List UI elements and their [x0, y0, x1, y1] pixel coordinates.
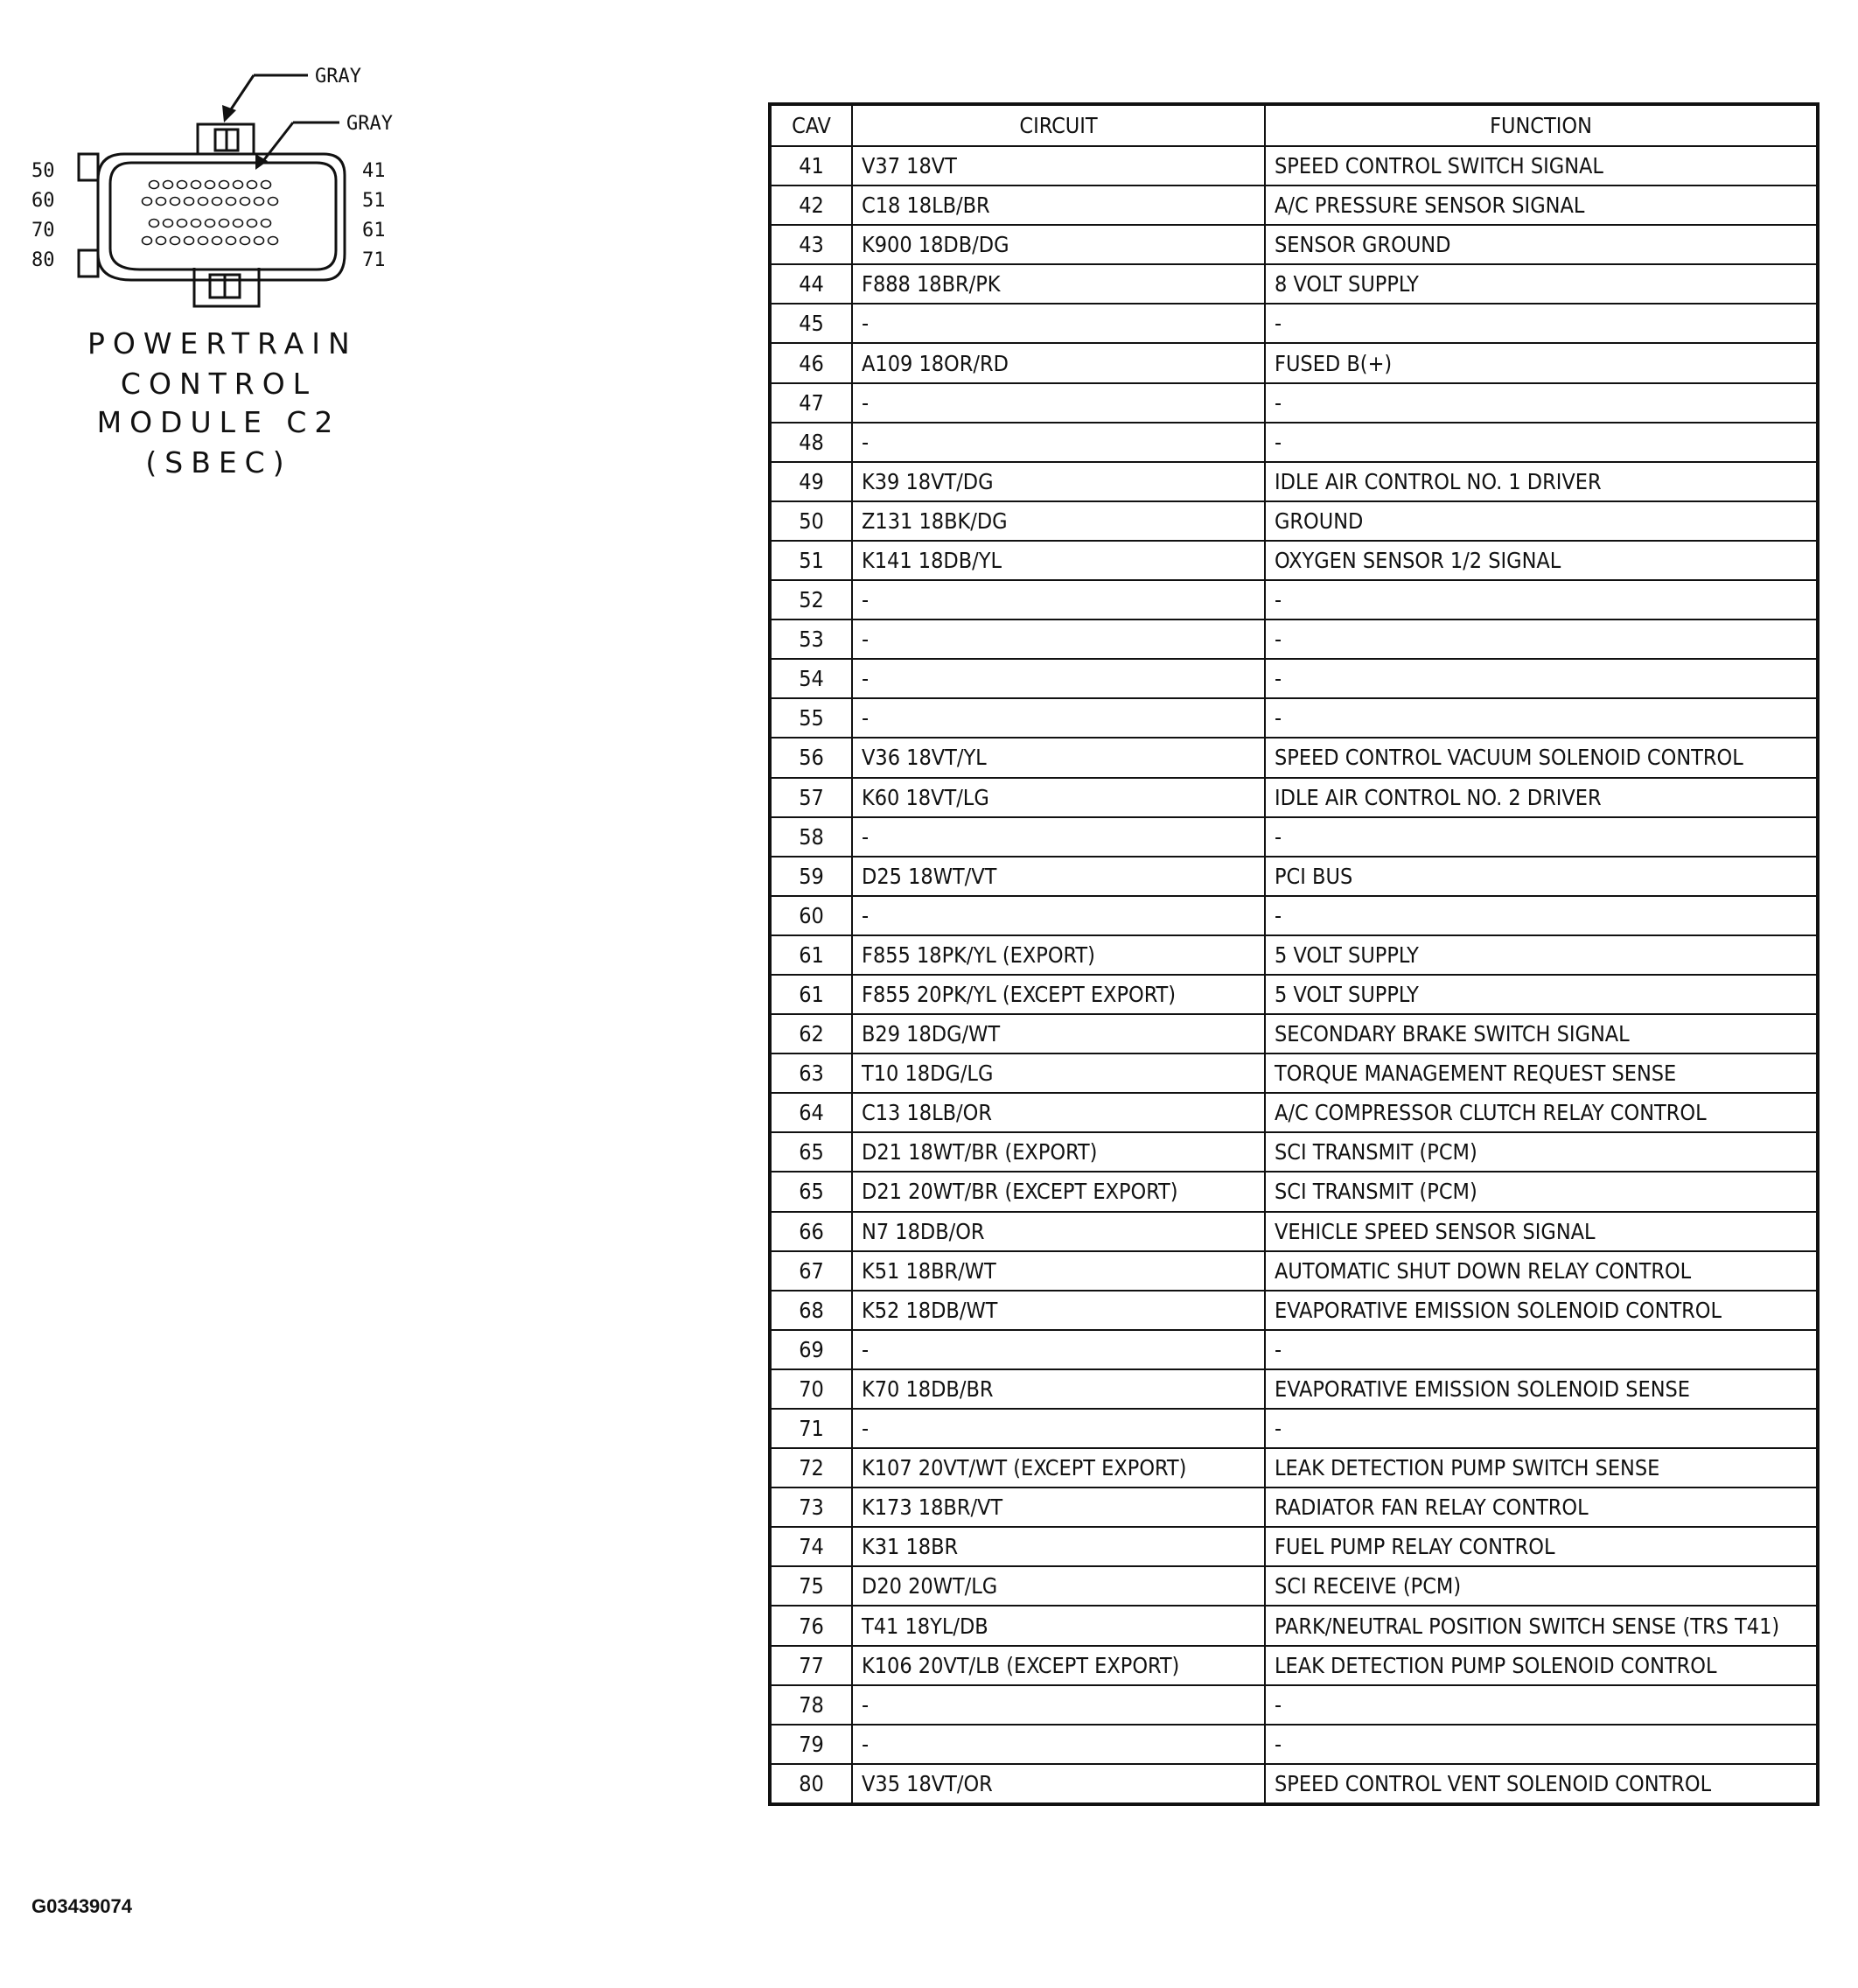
function-cell: - — [1265, 1409, 1818, 1448]
table-row — [770, 1527, 1818, 1566]
circuit-cell: - — [852, 817, 1265, 857]
cav-cell: 76 — [770, 1606, 852, 1645]
table-row — [770, 501, 1818, 541]
circuit-cell: - — [852, 1725, 1265, 1764]
table-row — [770, 935, 1818, 975]
cav-cell: 47 — [770, 383, 852, 423]
function-cell: - — [1265, 659, 1818, 698]
circuit-cell: V37 18VT — [852, 146, 1265, 186]
pin-cavity — [213, 198, 222, 206]
cav-cell: 68 — [770, 1291, 852, 1330]
pin-cavity — [199, 198, 208, 206]
cav-cell: 80 — [770, 1764, 852, 1804]
pin-cavity — [164, 220, 173, 228]
pin-cavity — [143, 198, 152, 206]
pin-cavity — [150, 181, 159, 189]
function-cell: A/C PRESSURE SENSOR SIGNAL — [1265, 186, 1818, 225]
pin-cavity — [220, 220, 229, 228]
cav-cell: 57 — [770, 778, 852, 817]
table-row — [770, 1251, 1818, 1291]
circuit-cell: K141 18DB/YL — [852, 541, 1265, 580]
cav-cell: 60 — [770, 896, 852, 935]
circuit-cell: K107 20VT/WT (EXCEPT EXPORT) — [852, 1448, 1265, 1488]
cav-cell: 56 — [770, 738, 852, 777]
function-cell: SCI TRANSMIT (PCM) — [1265, 1132, 1818, 1172]
pin-cavity — [241, 237, 250, 245]
connector-pin-cavities — [143, 181, 278, 245]
cav-cell: 42 — [770, 186, 852, 225]
pin-label-41: 41 — [362, 160, 386, 182]
header-circuit: CIRCUIT — [852, 104, 1265, 146]
pin-cavity — [262, 220, 271, 228]
table-row — [770, 698, 1818, 738]
function-cell: - — [1265, 817, 1818, 857]
table-row — [770, 1014, 1818, 1054]
cav-cell: 50 — [770, 501, 852, 541]
pin-cavity — [241, 198, 250, 206]
function-cell: LEAK DETECTION PUMP SWITCH SENSE — [1265, 1448, 1818, 1488]
table-row — [770, 225, 1818, 264]
circuit-cell: F855 18PK/YL (EXPORT) — [852, 935, 1265, 975]
pin-cavity — [157, 237, 166, 245]
cav-cell: 63 — [770, 1054, 852, 1093]
function-cell: 5 VOLT SUPPLY — [1265, 935, 1818, 975]
function-cell: PCI BUS — [1265, 857, 1818, 896]
function-cell: - — [1265, 896, 1818, 935]
function-cell: TORQUE MANAGEMENT REQUEST SENSE — [1265, 1054, 1818, 1093]
pin-cavity — [206, 181, 215, 189]
cav-cell: 73 — [770, 1488, 852, 1527]
pin-cavity — [255, 198, 264, 206]
table-row — [770, 146, 1818, 186]
circuit-cell: F888 18BR/PK — [852, 264, 1265, 304]
circuit-cell: - — [852, 1409, 1265, 1448]
connector-left-tab-bottom — [79, 250, 98, 276]
table-row — [770, 1646, 1818, 1685]
wire-color-label-1: GRAY — [315, 66, 361, 88]
table-row — [770, 1566, 1818, 1606]
function-cell: VEHICLE SPEED SENSOR SIGNAL — [1265, 1212, 1818, 1251]
module-title-line-1: POWERTRAIN — [87, 326, 358, 360]
connector-diagram — [0, 0, 455, 332]
pin-cavity — [269, 198, 278, 206]
connector-left-tab-top — [79, 154, 98, 180]
table-row — [770, 304, 1818, 343]
pin-cavity — [234, 181, 243, 189]
table-row — [770, 659, 1818, 698]
pin-cavity — [171, 237, 180, 245]
table-row — [770, 1291, 1818, 1330]
function-cell: 5 VOLT SUPPLY — [1265, 975, 1818, 1014]
table-row — [770, 1448, 1818, 1488]
pin-label-51: 51 — [362, 190, 386, 212]
function-cell: - — [1265, 1685, 1818, 1725]
pin-cavity — [192, 220, 201, 228]
circuit-cell: - — [852, 304, 1265, 343]
table-row — [770, 975, 1818, 1014]
table-row — [770, 186, 1818, 225]
pin-label-70: 70 — [31, 220, 55, 242]
function-cell: SCI RECEIVE (PCM) — [1265, 1566, 1818, 1606]
cav-cell: 65 — [770, 1172, 852, 1211]
pin-cavity — [150, 220, 159, 228]
pin-cavity — [248, 181, 257, 189]
circuit-cell: C18 18LB/BR — [852, 186, 1265, 225]
circuit-cell: D25 18WT/VT — [852, 857, 1265, 896]
function-cell: IDLE AIR CONTROL NO. 2 DRIVER — [1265, 778, 1818, 817]
pin-label-61: 61 — [362, 220, 386, 242]
circuit-cell: - — [852, 698, 1265, 738]
module-title-line-3: MODULE C2 — [96, 405, 341, 439]
pin-cavity — [185, 237, 194, 245]
cav-cell: 61 — [770, 975, 852, 1014]
table-row — [770, 541, 1818, 580]
module-title-line-2: CONTROL — [120, 367, 318, 401]
circuit-cell: T10 18DG/LG — [852, 1054, 1265, 1093]
table-header-row — [770, 104, 1818, 146]
table-row — [770, 1764, 1818, 1804]
cav-cell: 72 — [770, 1448, 852, 1488]
circuit-cell: - — [852, 659, 1265, 698]
table-row — [770, 857, 1818, 896]
function-cell: GROUND — [1265, 501, 1818, 541]
function-cell: - — [1265, 698, 1818, 738]
table-row — [770, 1725, 1818, 1764]
pin-cavity — [255, 237, 264, 245]
circuit-cell: - — [852, 1685, 1265, 1725]
cav-cell: 54 — [770, 659, 852, 698]
function-cell: AUTOMATIC SHUT DOWN RELAY CONTROL — [1265, 1251, 1818, 1291]
cav-cell: 41 — [770, 146, 852, 186]
pin-label-50: 50 — [31, 160, 55, 182]
function-cell: - — [1265, 620, 1818, 659]
table-row — [770, 1606, 1818, 1645]
circuit-cell: D21 20WT/BR (EXCEPT EXPORT) — [852, 1172, 1265, 1211]
circuit-cell: K106 20VT/LB (EXCEPT EXPORT) — [852, 1646, 1265, 1685]
cav-cell: 70 — [770, 1369, 852, 1409]
header-function: FUNCTION — [1265, 104, 1818, 146]
cav-cell: 62 — [770, 1014, 852, 1054]
pin-label-60: 60 — [31, 190, 55, 212]
table-row — [770, 462, 1818, 501]
cav-cell: 46 — [770, 343, 852, 382]
circuit-cell: F855 20PK/YL (EXCEPT EXPORT) — [852, 975, 1265, 1014]
table-row — [770, 1212, 1818, 1251]
cav-cell: 64 — [770, 1093, 852, 1132]
module-title-line-4: (SBEC) — [145, 445, 292, 480]
function-cell: SPEED CONTROL VACUUM SOLENOID CONTROL — [1265, 738, 1818, 777]
table-row — [770, 580, 1818, 620]
circuit-cell: - — [852, 896, 1265, 935]
circuit-cell: K52 18DB/WT — [852, 1291, 1265, 1330]
cav-cell: 52 — [770, 580, 852, 620]
figure-code: G03439074 — [31, 1895, 132, 1917]
pin-cavity — [262, 181, 271, 189]
table-row — [770, 778, 1818, 817]
header-cav: CAV — [770, 104, 852, 146]
pin-cavity — [178, 220, 187, 228]
function-cell: 8 VOLT SUPPLY — [1265, 264, 1818, 304]
cav-cell: 77 — [770, 1646, 852, 1685]
circuit-cell: A109 18OR/RD — [852, 343, 1265, 382]
cav-cell: 53 — [770, 620, 852, 659]
pin-cavity — [178, 181, 187, 189]
table-row — [770, 896, 1818, 935]
function-cell: SENSOR GROUND — [1265, 225, 1818, 264]
circuit-cell: D20 20WT/LG — [852, 1566, 1265, 1606]
table-row — [770, 1172, 1818, 1211]
pin-cavity — [157, 198, 166, 206]
table-row — [770, 383, 1818, 423]
circuit-cell: V36 18VT/YL — [852, 738, 1265, 777]
table-row — [770, 817, 1818, 857]
function-cell: - — [1265, 423, 1818, 462]
table-row — [770, 264, 1818, 304]
pin-label-80: 80 — [31, 249, 55, 271]
cav-cell: 51 — [770, 541, 852, 580]
circuit-cell: - — [852, 620, 1265, 659]
circuit-cell: - — [852, 1330, 1265, 1369]
connector-inner-housing — [110, 163, 336, 270]
circuit-cell: K51 18BR/WT — [852, 1251, 1265, 1291]
gray-arrow-1-head — [222, 105, 236, 122]
pin-cavity — [227, 237, 236, 245]
function-cell: SECONDARY BRAKE SWITCH SIGNAL — [1265, 1014, 1818, 1054]
function-cell: IDLE AIR CONTROL NO. 1 DRIVER — [1265, 462, 1818, 501]
cav-cell: 75 — [770, 1566, 852, 1606]
cav-cell: 58 — [770, 817, 852, 857]
pin-cavity — [227, 198, 236, 206]
cav-cell: 45 — [770, 304, 852, 343]
cav-cell: 65 — [770, 1132, 852, 1172]
circuit-cell: - — [852, 580, 1265, 620]
pinout-table-body — [770, 146, 1818, 1804]
table-row — [770, 1132, 1818, 1172]
pin-cavity — [248, 220, 257, 228]
function-cell: EVAPORATIVE EMISSION SOLENOID SENSE — [1265, 1369, 1818, 1409]
cav-cell: 59 — [770, 857, 852, 896]
circuit-cell: - — [852, 423, 1265, 462]
function-cell: FUEL PUMP RELAY CONTROL — [1265, 1527, 1818, 1566]
table-row — [770, 738, 1818, 777]
table-row — [770, 620, 1818, 659]
cav-cell: 55 — [770, 698, 852, 738]
circuit-cell: T41 18YL/DB — [852, 1606, 1265, 1645]
function-cell: SCI TRANSMIT (PCM) — [1265, 1172, 1818, 1211]
circuit-cell: K70 18DB/BR — [852, 1369, 1265, 1409]
cav-cell: 66 — [770, 1212, 852, 1251]
circuit-cell: K31 18BR — [852, 1527, 1265, 1566]
function-cell: SPEED CONTROL VENT SOLENOID CONTROL — [1265, 1764, 1818, 1804]
function-cell: - — [1265, 1725, 1818, 1764]
cav-cell: 43 — [770, 225, 852, 264]
function-cell: SPEED CONTROL SWITCH SIGNAL — [1265, 146, 1818, 186]
cav-cell: 79 — [770, 1725, 852, 1764]
table-row — [770, 1409, 1818, 1448]
circuit-cell: V35 18VT/OR — [852, 1764, 1265, 1804]
cav-cell: 48 — [770, 423, 852, 462]
pin-cavity — [220, 181, 229, 189]
table-row — [770, 1330, 1818, 1369]
cav-cell: 71 — [770, 1409, 852, 1448]
pin-cavity — [199, 237, 208, 245]
circuit-cell: K39 18VT/DG — [852, 462, 1265, 501]
circuit-cell: C13 18LB/OR — [852, 1093, 1265, 1132]
function-cell: OXYGEN SENSOR 1/2 SIGNAL — [1265, 541, 1818, 580]
function-cell: PARK/NEUTRAL POSITION SWITCH SENSE (TRS T41) — [1265, 1606, 1818, 1645]
circuit-cell: Z131 18BK/DG — [852, 501, 1265, 541]
pin-cavity — [213, 237, 222, 245]
pin-cavity — [164, 181, 173, 189]
circuit-cell: N7 18DB/OR — [852, 1212, 1265, 1251]
cav-cell: 74 — [770, 1527, 852, 1566]
pin-cavity — [269, 237, 278, 245]
circuit-cell: K900 18DB/DG — [852, 225, 1265, 264]
function-cell: RADIATOR FAN RELAY CONTROL — [1265, 1488, 1818, 1527]
table-row — [770, 423, 1818, 462]
pinout-table — [768, 102, 1820, 1806]
function-cell: A/C COMPRESSOR CLUTCH RELAY CONTROL — [1265, 1093, 1818, 1132]
function-cell: - — [1265, 383, 1818, 423]
function-cell: - — [1265, 1330, 1818, 1369]
cav-cell: 69 — [770, 1330, 852, 1369]
wire-color-label-2: GRAY — [346, 113, 393, 135]
table-row — [770, 1093, 1818, 1132]
cav-cell: 61 — [770, 935, 852, 975]
cav-cell: 67 — [770, 1251, 852, 1291]
circuit-cell: K60 18VT/LG — [852, 778, 1265, 817]
function-cell: - — [1265, 304, 1818, 343]
table-row — [770, 1685, 1818, 1725]
circuit-cell: B29 18DG/WT — [852, 1014, 1265, 1054]
function-cell: LEAK DETECTION PUMP SOLENOID CONTROL — [1265, 1646, 1818, 1685]
function-cell: FUSED B(+) — [1265, 343, 1818, 382]
function-cell: - — [1265, 580, 1818, 620]
pin-cavity — [192, 181, 201, 189]
table-row — [770, 1054, 1818, 1093]
table-row — [770, 343, 1818, 382]
cav-cell: 78 — [770, 1685, 852, 1725]
circuit-cell: K173 18BR/VT — [852, 1488, 1265, 1527]
pin-cavity — [171, 198, 180, 206]
function-cell: EVAPORATIVE EMISSION SOLENOID CONTROL — [1265, 1291, 1818, 1330]
cav-cell: 49 — [770, 462, 852, 501]
cav-cell: 44 — [770, 264, 852, 304]
circuit-cell: - — [852, 383, 1265, 423]
table-row — [770, 1488, 1818, 1527]
connector-outer-housing — [98, 154, 345, 280]
pin-cavity — [234, 220, 243, 228]
pin-cavity — [185, 198, 194, 206]
circuit-cell: D21 18WT/BR (EXPORT) — [852, 1132, 1265, 1172]
pin-cavity — [143, 237, 152, 245]
table-row — [770, 1369, 1818, 1409]
pin-cavity — [206, 220, 215, 228]
pin-label-71: 71 — [362, 249, 386, 271]
